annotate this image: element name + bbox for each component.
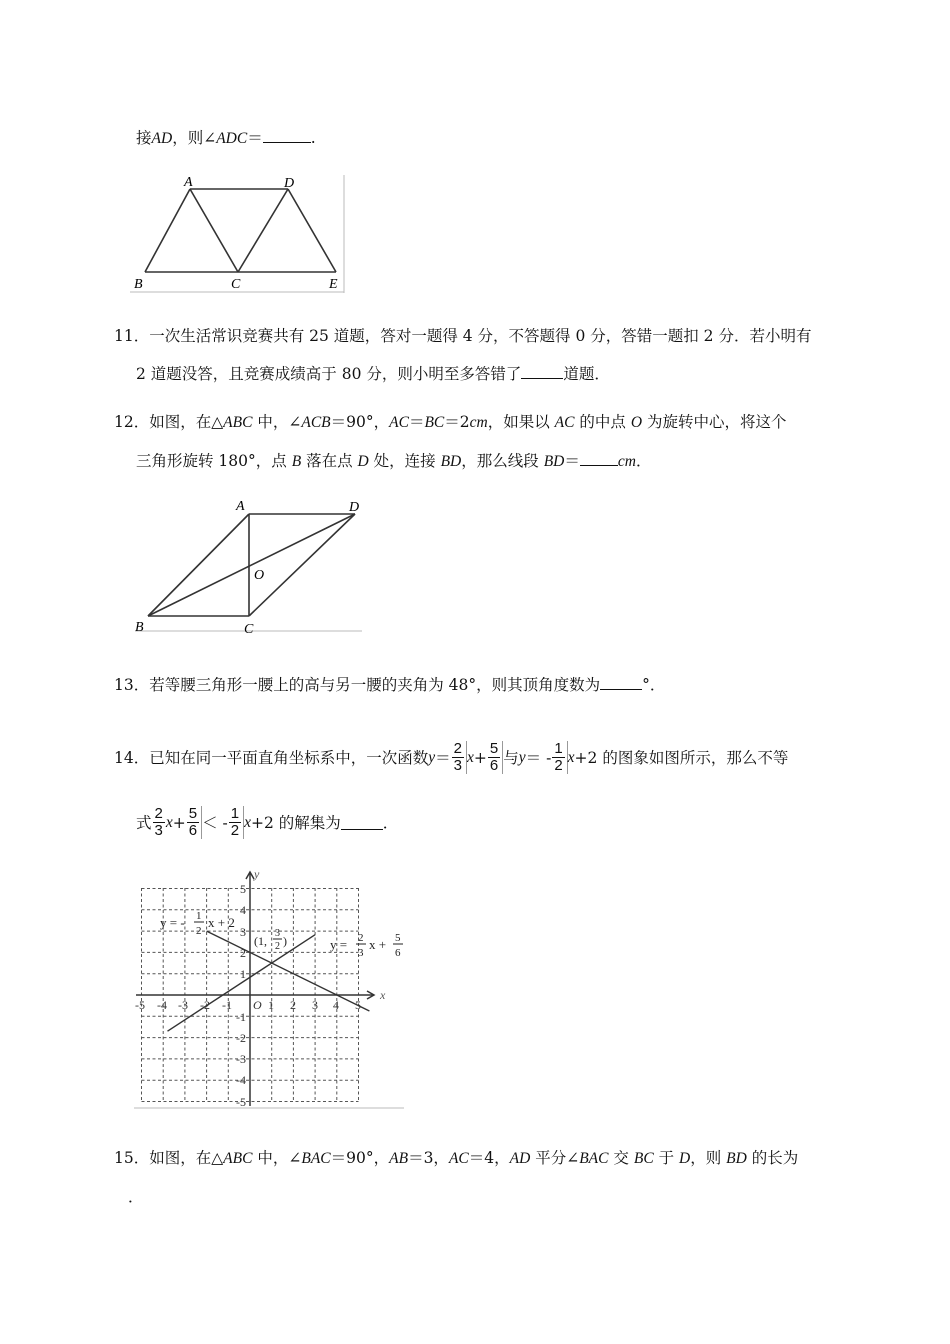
question-15-line2 bbox=[128, 1187, 144, 1207]
text: 已知在同一平面直角坐标系中，一次函数 bbox=[149, 748, 429, 767]
math: AB bbox=[389, 1150, 409, 1167]
math: cm bbox=[617, 453, 636, 470]
math: BAC bbox=[579, 1150, 609, 1167]
svg-text:y = -: y = - bbox=[160, 915, 185, 930]
label-line1 bbox=[160, 910, 235, 937]
question-text: 道题． bbox=[563, 365, 610, 383]
text: ＝4， bbox=[468, 1149, 510, 1167]
math: O bbox=[630, 414, 643, 431]
svg-text:3: 3 bbox=[240, 925, 246, 939]
svg-text:4: 4 bbox=[333, 998, 339, 1012]
figure-q14-coordinate-graph bbox=[134, 866, 409, 1110]
text: + bbox=[473, 748, 487, 767]
fraction bbox=[228, 806, 244, 839]
svg-text:1: 1 bbox=[268, 998, 274, 1012]
text: ． bbox=[382, 813, 399, 832]
y-axis-label: y bbox=[254, 867, 260, 881]
question-11-line2 bbox=[136, 364, 610, 384]
q10-continuation bbox=[136, 128, 316, 149]
label-c: C bbox=[231, 277, 241, 292]
math: ABC bbox=[223, 1150, 253, 1167]
answer-blank[interactable] bbox=[600, 675, 642, 690]
svg-text:-4: -4 bbox=[236, 1073, 246, 1087]
question-number: 15． bbox=[114, 1149, 150, 1167]
question-13 bbox=[114, 675, 665, 695]
numerator: 1 bbox=[230, 805, 240, 822]
svg-text:-3: -3 bbox=[236, 1052, 246, 1066]
math: BC bbox=[424, 414, 445, 431]
svg-text:-5: -5 bbox=[135, 998, 145, 1012]
math: BD bbox=[440, 453, 462, 470]
question-15-line1 bbox=[114, 1148, 798, 1169]
question-number: 11． bbox=[114, 327, 150, 345]
text: 于 bbox=[653, 1149, 680, 1167]
svg-text:x + 2: x + 2 bbox=[208, 915, 235, 930]
numerator: 5 bbox=[188, 805, 198, 822]
text: °． bbox=[642, 676, 666, 694]
svg-text:6: 6 bbox=[395, 947, 401, 959]
text: ，则 bbox=[690, 1149, 727, 1167]
text: ，则∠ bbox=[172, 129, 217, 147]
svg-text:x +: x + bbox=[369, 937, 387, 952]
label-a: A bbox=[236, 499, 245, 514]
text: ，那么线段 bbox=[461, 452, 544, 470]
fraction bbox=[153, 806, 165, 839]
question-11-line1 bbox=[114, 326, 811, 346]
text: 落在点 bbox=[301, 452, 358, 470]
svg-text:-1: -1 bbox=[236, 1010, 246, 1024]
svg-text:5: 5 bbox=[240, 882, 246, 896]
text: 处，连接 bbox=[368, 452, 441, 470]
text: ＜ - bbox=[202, 813, 228, 832]
math: ACB bbox=[301, 414, 331, 431]
label-d: D bbox=[349, 500, 360, 515]
question-number: 12． bbox=[114, 413, 150, 431]
svg-text:5: 5 bbox=[355, 998, 361, 1012]
text: 式 bbox=[136, 813, 152, 832]
math: D bbox=[357, 453, 369, 470]
question-text: 2 道题没答，且竞赛成绩高于 80 分，则小明至多答错了 bbox=[136, 365, 522, 383]
text: ． bbox=[128, 1188, 144, 1206]
math: AD bbox=[509, 1150, 531, 1167]
svg-text:(1,: (1, bbox=[254, 934, 267, 948]
math: x bbox=[244, 813, 251, 831]
label-line2 bbox=[330, 932, 403, 959]
svg-text:2: 2 bbox=[196, 925, 202, 937]
answer-blank[interactable] bbox=[341, 815, 383, 830]
numerator: 2 bbox=[154, 805, 163, 822]
text: 三角形旋转 180°，点 bbox=[136, 452, 292, 470]
math: BAC bbox=[301, 1150, 331, 1167]
question-text: 若等腰三角形一腰上的高与另一腰的夹角为 48°，则其顶角度数为 bbox=[149, 676, 601, 694]
question-text: 一次生活常识竞赛共有 25 道题，答对一题得 4 分，不答题得 0 分，答错一题扣 2 分．若小明有 bbox=[149, 327, 812, 345]
math: y bbox=[518, 748, 526, 766]
answer-blank[interactable] bbox=[580, 451, 618, 466]
svg-text:-2: -2 bbox=[236, 1031, 246, 1045]
figure-q10-parallelogram bbox=[130, 170, 350, 295]
label-b: B bbox=[135, 620, 144, 635]
text: 如图，在△ bbox=[149, 1149, 224, 1167]
text: ＝90°， bbox=[330, 413, 390, 431]
question-number: 13． bbox=[114, 676, 150, 694]
text: 与 bbox=[503, 748, 519, 767]
text: 的长为 bbox=[746, 1149, 799, 1167]
denominator: 2 bbox=[230, 822, 240, 839]
math: ABC bbox=[223, 414, 253, 431]
math: y bbox=[428, 748, 436, 766]
svg-text:-3: -3 bbox=[178, 998, 188, 1012]
svg-text:1: 1 bbox=[240, 967, 246, 981]
text: 的中点 bbox=[574, 413, 631, 431]
math: AC bbox=[389, 414, 409, 431]
svg-text:2: 2 bbox=[290, 998, 296, 1012]
svg-text:3: 3 bbox=[358, 947, 364, 959]
text: 接 bbox=[136, 129, 152, 147]
text: 如图，在△ bbox=[149, 413, 224, 431]
answer-blank[interactable] bbox=[263, 128, 311, 143]
label-c: C bbox=[244, 622, 254, 636]
text: ，如果以 bbox=[487, 413, 555, 431]
math: BC bbox=[633, 1150, 654, 1167]
text: 中，∠ bbox=[252, 413, 302, 431]
svg-text:2: 2 bbox=[275, 941, 280, 952]
numerator: 2 bbox=[453, 740, 462, 757]
denominator: 2 bbox=[554, 757, 563, 774]
math: x bbox=[165, 813, 173, 831]
question-12-line2 bbox=[136, 451, 651, 472]
denominator: 3 bbox=[453, 757, 462, 774]
math: x bbox=[467, 748, 474, 766]
text: 交 bbox=[608, 1149, 634, 1167]
label-d: D bbox=[284, 176, 295, 191]
fraction bbox=[551, 741, 567, 774]
numerator: 5 bbox=[489, 740, 499, 757]
math: AC bbox=[554, 414, 575, 431]
answer-blank[interactable] bbox=[521, 364, 563, 379]
svg-text:-4: -4 bbox=[157, 998, 167, 1012]
text: ＝ - bbox=[525, 748, 552, 767]
svg-text:-1: -1 bbox=[222, 998, 232, 1012]
text: . bbox=[310, 129, 316, 147]
denominator: 3 bbox=[154, 822, 163, 839]
svg-text:4: 4 bbox=[240, 903, 246, 917]
question-14-line1 bbox=[114, 741, 788, 774]
x-axis-label: x bbox=[380, 988, 386, 1002]
fraction bbox=[487, 741, 503, 774]
svg-text:O: O bbox=[253, 998, 262, 1012]
label-e: E bbox=[329, 277, 338, 292]
svg-text:-5: -5 bbox=[236, 1095, 246, 1109]
text: ＝ bbox=[564, 452, 580, 470]
denominator: 6 bbox=[489, 757, 499, 774]
segment-ad: AD bbox=[151, 130, 173, 147]
math: AC bbox=[448, 1150, 469, 1167]
math: x bbox=[567, 748, 575, 766]
label-a: A bbox=[184, 175, 193, 190]
svg-text:3: 3 bbox=[312, 998, 318, 1012]
svg-text:3: 3 bbox=[275, 928, 280, 939]
label-o: O bbox=[254, 568, 265, 583]
text: ． bbox=[635, 452, 652, 470]
svg-text:): ) bbox=[283, 934, 287, 948]
text: ＝90°， bbox=[330, 1149, 390, 1167]
math: BD bbox=[726, 1150, 747, 1167]
svg-text:-2: -2 bbox=[200, 998, 210, 1012]
svg-text:2: 2 bbox=[240, 946, 246, 960]
fraction bbox=[451, 741, 467, 774]
x-tick-labels bbox=[135, 998, 361, 1012]
text: 为旋转中心，将这个 bbox=[642, 413, 787, 431]
angle-adc: ADC bbox=[216, 130, 248, 147]
svg-text:2: 2 bbox=[358, 932, 364, 944]
text: ＝ bbox=[435, 748, 451, 767]
svg-text:y =: y = bbox=[330, 937, 348, 952]
math: B bbox=[291, 453, 302, 470]
denominator: 6 bbox=[188, 822, 198, 839]
question-number: 14． bbox=[114, 748, 150, 767]
figure-q12-rotation bbox=[130, 494, 365, 636]
math: D bbox=[679, 1150, 691, 1167]
text: +2 的解集为 bbox=[251, 813, 341, 832]
text: +2 的图象如图所示，那么不等 bbox=[574, 748, 789, 767]
math: cm bbox=[469, 414, 488, 431]
text: + bbox=[172, 813, 186, 832]
question-14-line2 bbox=[136, 806, 398, 839]
text: ＝3， bbox=[408, 1149, 449, 1167]
text: ＝ bbox=[247, 129, 263, 147]
numerator: 1 bbox=[554, 740, 563, 757]
math: BD bbox=[543, 453, 565, 470]
svg-text:5: 5 bbox=[395, 932, 401, 944]
svg-text:1: 1 bbox=[196, 910, 202, 922]
question-12-line1 bbox=[114, 412, 786, 433]
text: 平分∠ bbox=[530, 1149, 580, 1167]
text: ＝ bbox=[408, 413, 425, 431]
text: 中，∠ bbox=[252, 1149, 302, 1167]
fraction bbox=[186, 806, 202, 839]
text: ＝2 bbox=[444, 413, 470, 431]
label-b: B bbox=[134, 277, 143, 292]
